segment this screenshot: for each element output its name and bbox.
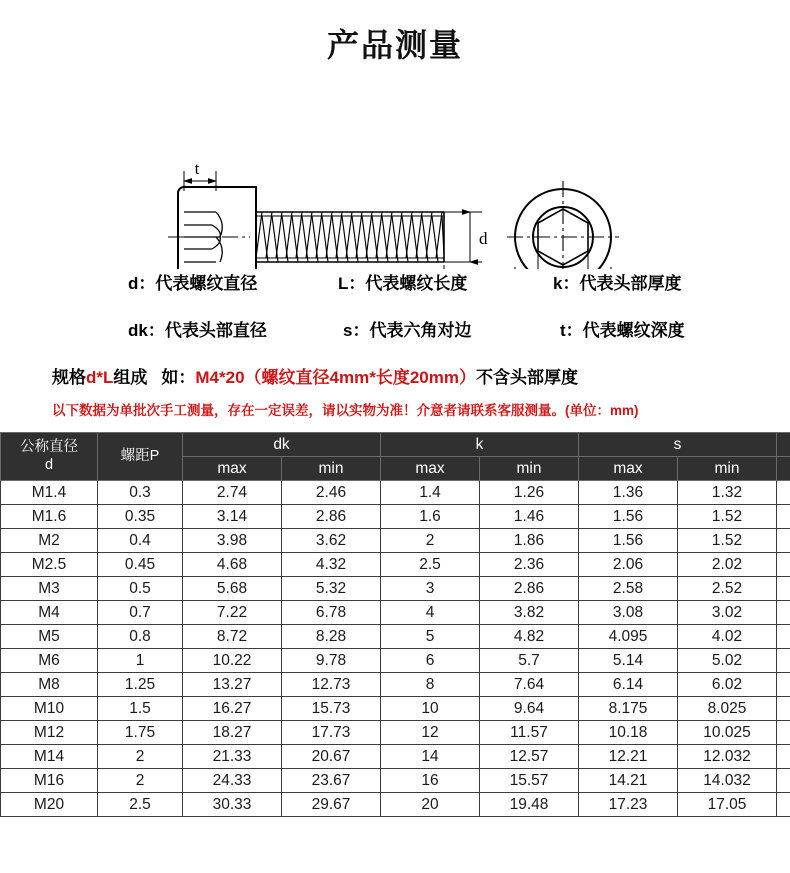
header-t-min xyxy=(777,456,790,480)
table-cell: 5.32 xyxy=(282,576,381,600)
table-cell: 7.22 xyxy=(183,600,282,624)
table-cell: 0.5 xyxy=(98,576,183,600)
table-cell: 21.33 xyxy=(183,744,282,768)
center-axis-end xyxy=(507,181,619,269)
header-nominal-diameter-cn: 公称直径 xyxy=(20,439,78,456)
table-row xyxy=(1,744,790,768)
legend-item-dk: dk：代表头部直径 xyxy=(128,321,267,341)
table-row xyxy=(1,504,790,528)
table-cell: 10 xyxy=(381,696,480,720)
spec-part-6: 不含头部厚度 xyxy=(475,368,578,388)
table-cell xyxy=(777,504,790,528)
table-cell: 20.67 xyxy=(282,744,381,768)
table-cell: 8.025 xyxy=(678,696,777,720)
table-cell xyxy=(777,600,790,624)
header-group-t xyxy=(777,432,790,456)
table-cell: 12.57 xyxy=(480,744,579,768)
table-cell: 2.36 xyxy=(480,552,579,576)
table-row xyxy=(1,672,790,696)
table-cell: 8 xyxy=(381,672,480,696)
screw-diagram-svg xyxy=(0,69,790,269)
table-cell: 8.28 xyxy=(282,624,381,648)
table-cell xyxy=(777,552,790,576)
table-cell: 12.21 xyxy=(579,744,678,768)
table-row xyxy=(1,576,790,600)
technical-drawing xyxy=(0,69,790,269)
spec-part-dL: d*L xyxy=(86,368,114,388)
table-cell: 8.175 xyxy=(579,696,678,720)
table-cell: 3.08 xyxy=(579,600,678,624)
table-cell: 1.56 xyxy=(579,504,678,528)
table-cell: 18.27 xyxy=(183,720,282,744)
spec-part-1: 规格 xyxy=(52,368,86,388)
table-row xyxy=(1,480,790,504)
table-cell: 1.86 xyxy=(480,528,579,552)
table-cell xyxy=(777,744,790,768)
table-cell xyxy=(777,672,790,696)
table-cell: 2.86 xyxy=(480,576,579,600)
header-k-max: max xyxy=(381,456,480,480)
table-cell: 20 xyxy=(381,792,480,816)
table-row xyxy=(1,648,790,672)
table-cell: 8.72 xyxy=(183,624,282,648)
table-cell: 3.98 xyxy=(183,528,282,552)
cell-nominal-diameter: M3 xyxy=(1,576,98,600)
table-cell: 3.82 xyxy=(480,600,579,624)
table-cell: 0.3 xyxy=(98,480,183,504)
table-row xyxy=(1,624,790,648)
table-cell xyxy=(777,576,790,600)
table-cell: 10.025 xyxy=(678,720,777,744)
table-cell xyxy=(777,624,790,648)
table-cell: 4.095 xyxy=(579,624,678,648)
header-group-k: k xyxy=(381,432,579,456)
header-nominal-diameter-sym: d xyxy=(44,457,54,474)
table-cell: 4.82 xyxy=(480,624,579,648)
table-cell: 0.45 xyxy=(98,552,183,576)
cell-nominal-diameter: M2 xyxy=(1,528,98,552)
table-cell: 16 xyxy=(381,768,480,792)
table-cell: 14.21 xyxy=(579,768,678,792)
table-cell: 1.4 xyxy=(381,480,480,504)
table-cell: 3.14 xyxy=(183,504,282,528)
table-cell: 5.7 xyxy=(480,648,579,672)
legend-item-t: t：代表螺纹深度 xyxy=(560,321,685,341)
header-group-s: s xyxy=(579,432,777,456)
table-cell: 15.57 xyxy=(480,768,579,792)
table-cell: 5.14 xyxy=(579,648,678,672)
spec-part-3: 组成 xyxy=(113,368,148,388)
legend-item-L: L：代表螺纹长度 xyxy=(338,274,468,294)
table-cell: 3 xyxy=(381,576,480,600)
table-cell: 6.14 xyxy=(579,672,678,696)
table-cell xyxy=(777,696,790,720)
header-dk-min: min xyxy=(282,456,381,480)
table-cell: 16.27 xyxy=(183,696,282,720)
table-cell: 6 xyxy=(381,648,480,672)
cell-nominal-diameter: M2.5 xyxy=(1,552,98,576)
header-group-dk: dk xyxy=(183,432,381,456)
legend-row-2 xyxy=(128,322,770,339)
table-cell: 10.22 xyxy=(183,648,282,672)
table-row xyxy=(1,792,790,816)
legend-item-d: d：代表螺纹直径 xyxy=(128,274,258,294)
legend-item-s: s：代表六角对边 xyxy=(343,321,472,341)
measurement-disclaimer: 以下数据为单批次手工测量，存在一定误差，请以实物为准！介意者请联系客服测量。(单位：mm) xyxy=(52,403,639,419)
table-cell: 4.32 xyxy=(282,552,381,576)
legend-row-1 xyxy=(128,275,770,292)
table-row xyxy=(1,528,790,552)
table-cell: 1.56 xyxy=(579,528,678,552)
spec-part-4: 如： xyxy=(161,368,196,388)
table-cell: 29.67 xyxy=(282,792,381,816)
table-cell: 1.25 xyxy=(98,672,183,696)
table-cell: 6.78 xyxy=(282,600,381,624)
table-cell: 2.5 xyxy=(98,792,183,816)
table-cell: 1.75 xyxy=(98,720,183,744)
table-cell: 0.35 xyxy=(98,504,183,528)
cell-nominal-diameter: M16 xyxy=(1,768,98,792)
table-cell: 1.32 xyxy=(678,480,777,504)
cell-nominal-diameter: M6 xyxy=(1,648,98,672)
header-s-max: max xyxy=(579,456,678,480)
dimension-label-t: t xyxy=(194,159,200,179)
dimension-d xyxy=(444,212,482,262)
table-row xyxy=(1,600,790,624)
table-cell: 1.5 xyxy=(98,696,183,720)
header-nominal-diameter xyxy=(1,432,98,480)
table-cell: 2.58 xyxy=(579,576,678,600)
header-pitch: 螺距P xyxy=(98,432,183,480)
table-row xyxy=(1,552,790,576)
table-cell: 19.48 xyxy=(480,792,579,816)
table-cell: 2.46 xyxy=(282,480,381,504)
page-title: 产品测量 xyxy=(326,27,463,63)
table-cell: 2.5 xyxy=(381,552,480,576)
table-cell: 17.05 xyxy=(678,792,777,816)
table-cell: 9.64 xyxy=(480,696,579,720)
table-cell: 13.27 xyxy=(183,672,282,696)
table-cell: 14.032 xyxy=(678,768,777,792)
table-cell: 6.02 xyxy=(678,672,777,696)
cell-nominal-diameter: M8 xyxy=(1,672,98,696)
table-cell: 30.33 xyxy=(183,792,282,816)
header-k-min: min xyxy=(480,456,579,480)
table-cell: 1 xyxy=(98,648,183,672)
table-cell: 23.67 xyxy=(282,768,381,792)
table-cell: 4 xyxy=(381,600,480,624)
table-row xyxy=(1,768,790,792)
table-cell xyxy=(777,768,790,792)
table-cell: 12.032 xyxy=(678,744,777,768)
table-body xyxy=(1,480,790,816)
table-cell: 3.62 xyxy=(282,528,381,552)
table-cell: 1.26 xyxy=(480,480,579,504)
dimension-label-d: d xyxy=(479,229,488,249)
table-cell: 1.52 xyxy=(678,528,777,552)
table-cell: 15.73 xyxy=(282,696,381,720)
cell-nominal-diameter: M4 xyxy=(1,600,98,624)
table-cell: 11.57 xyxy=(480,720,579,744)
table-cell: 9.78 xyxy=(282,648,381,672)
table-cell: 2 xyxy=(98,744,183,768)
table-cell xyxy=(777,480,790,504)
table-cell: 2.74 xyxy=(183,480,282,504)
table-cell: 2 xyxy=(98,768,183,792)
cell-nominal-diameter: M10 xyxy=(1,696,98,720)
table-cell: 17.23 xyxy=(579,792,678,816)
table-cell: 4.68 xyxy=(183,552,282,576)
spec-format-line xyxy=(0,369,790,386)
cell-nominal-diameter: M12 xyxy=(1,720,98,744)
cell-nominal-diameter: M5 xyxy=(1,624,98,648)
spec-part-example: M4*20（螺纹直径4mm*长度20mm） xyxy=(195,368,476,388)
table-cell: 5.68 xyxy=(183,576,282,600)
table-row xyxy=(1,696,790,720)
legend xyxy=(0,275,790,339)
cell-nominal-diameter: M1.4 xyxy=(1,480,98,504)
table-cell: 12.73 xyxy=(282,672,381,696)
table-cell xyxy=(777,792,790,816)
header-s-min: min xyxy=(678,456,777,480)
threaded-shaft xyxy=(256,212,444,262)
header-dk-max: max xyxy=(183,456,282,480)
table-cell: 12 xyxy=(381,720,480,744)
table-cell: 2.02 xyxy=(678,552,777,576)
table-cell: 2 xyxy=(381,528,480,552)
specification-table xyxy=(0,432,790,817)
table-cell: 10.18 xyxy=(579,720,678,744)
table-cell: 1.36 xyxy=(579,480,678,504)
table-cell: 5.02 xyxy=(678,648,777,672)
table-cell: 0.7 xyxy=(98,600,183,624)
table-cell: 0.8 xyxy=(98,624,183,648)
table-cell: 24.33 xyxy=(183,768,282,792)
cell-nominal-diameter: M1.6 xyxy=(1,504,98,528)
table-header-row-1 xyxy=(1,432,790,456)
table-cell: 3.02 xyxy=(678,600,777,624)
table-cell xyxy=(777,528,790,552)
table-cell xyxy=(777,720,790,744)
table-header xyxy=(1,432,790,480)
table-row xyxy=(1,720,790,744)
table-cell: 2.86 xyxy=(282,504,381,528)
cell-nominal-diameter: M14 xyxy=(1,744,98,768)
table-cell: 5 xyxy=(381,624,480,648)
table-cell: 1.52 xyxy=(678,504,777,528)
cell-nominal-diameter: M20 xyxy=(1,792,98,816)
table-cell: 0.4 xyxy=(98,528,183,552)
table-cell xyxy=(777,648,790,672)
table-cell: 17.73 xyxy=(282,720,381,744)
dimension-k-L xyxy=(184,265,444,269)
table-cell: 7.64 xyxy=(480,672,579,696)
table-cell: 1.6 xyxy=(381,504,480,528)
table-cell: 14 xyxy=(381,744,480,768)
table-cell: 1.46 xyxy=(480,504,579,528)
legend-item-k: k：代表头部厚度 xyxy=(553,274,682,294)
table-cell: 2.52 xyxy=(678,576,777,600)
table-cell: 4.02 xyxy=(678,624,777,648)
table-cell: 2.06 xyxy=(579,552,678,576)
